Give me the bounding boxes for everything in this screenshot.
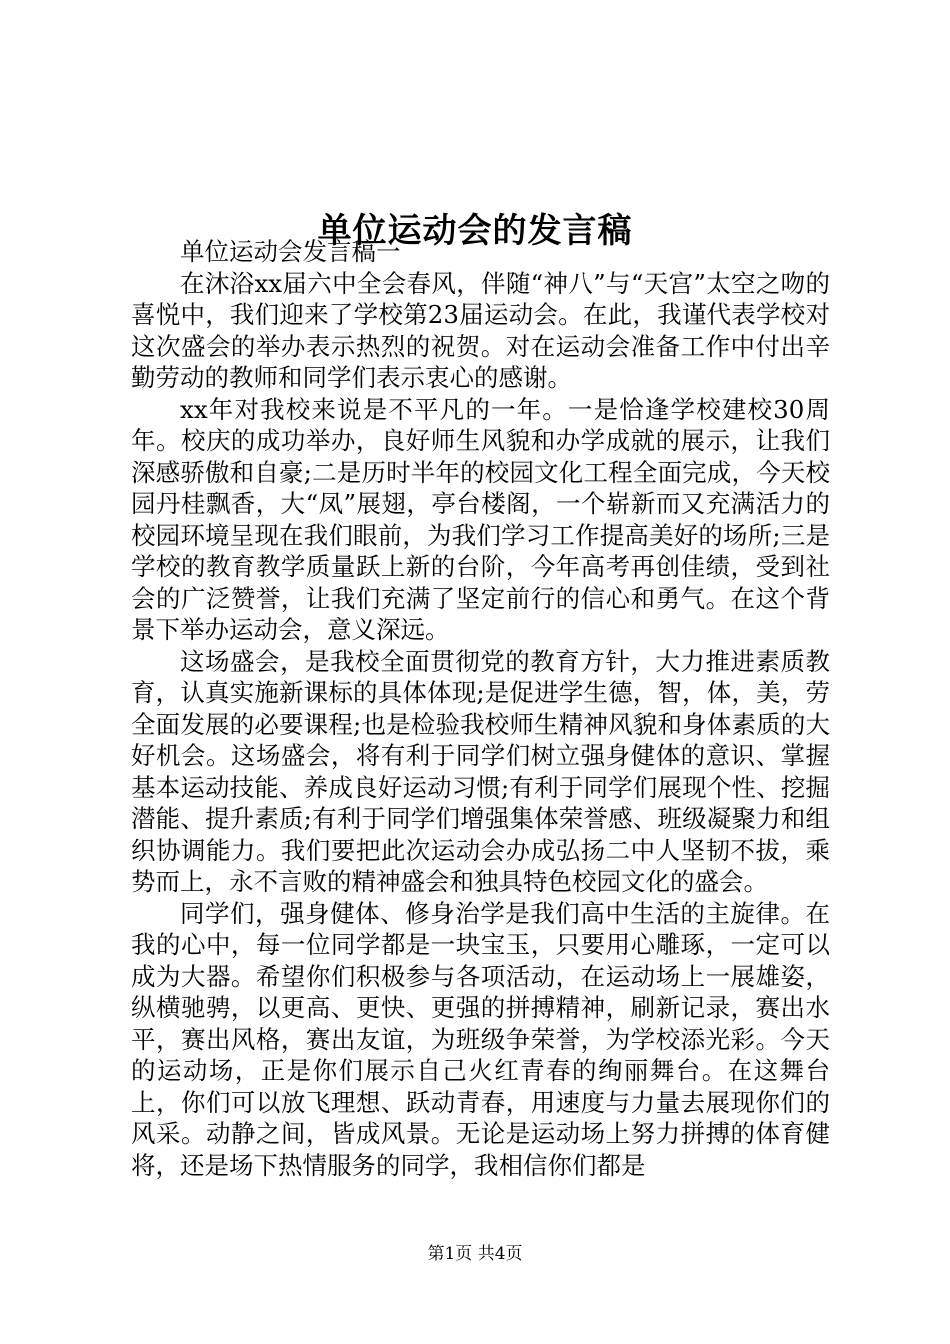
page-number-footer: 第1页 共4页 xyxy=(427,1244,523,1264)
paragraph-1: 在沐浴xx届六中全会春风，伴随“神八”与“天宫”太空之吻的喜悦中，我们迎来了学校第23届运动会。在此，我谨代表学校对这次盛会的举办表示热烈的祝贺。对在运动会准备工作中付出辛勤劳动的教师和同学们表示衷心的感谢。 xyxy=(131,268,830,392)
paragraph-4: 同学们，强身健体、修身治学是我们高中生活的主旋律。在我的心中，每一位同学都是一块宝玉，只要用心雕琢，一定可以成为大器。希望你们积极参与各项活动，在运动场上一展雄姿，纵横驰骋，以更高、更快、更强的拼搏精神，刷新记录，赛出水平，赛出风格，赛出友谊，为班级争荣誉，为学校添光彩。今天的运动场，正是你们展示自己火红青春的绚丽舞台。在这舞台上，你们可以放飞理想、跃动青春，用速度与力量去展现你们的风采。动静之间，皆成风景。无论是运动场上努力拼搏的体育健将，还是场下热情服务的同学，我相信你们都是 xyxy=(131,898,830,1180)
document-body xyxy=(131,236,830,1181)
section-heading: 单位运动会发言稿一 xyxy=(180,237,401,266)
paragraph-3: 这场盛会，是我校全面贯彻党的教育方针，大力推进素质教育，认真实施新课标的具体体现;是促进学生德，智，体，美，劳全面发展的必要课程;也是检验我校师生精神风貌和身体素质的大好机会。这场盛会，将有利于同学们树立强身健体的意识、掌握基本运动技能、养成良好运动习惯;有利于同学们展现个性、挖掘潜能、提升素质;有利于同学们增强集体荣誉感、班级凝聚力和组织协调能力。我们要把此次运动会办成弘扬二中人坚韧不拔，乘势而上，永不言败的精神盛会和独具特色校园文化的盛会。 xyxy=(131,646,830,896)
paragraph-2: xx年对我校来说是不平凡的一年。一是恰逢学校建校30周年。校庆的成功举办，良好师生风貌和办学成就的展示，让我们深感骄傲和自豪;二是历时半年的校园文化工程全面完成，今天校园丹桂飘香，大“凤”展翅，亭台楼阁，一个崭新而又充满活力的校园环境呈现在我们眼前，为我们学习工作提高美好的场所;三是学校的教育教学质量跃上新的台阶，今年高考再创佳绩，受到社会的广泛赞誉，让我们充满了坚定前行的信心和勇气。在这个背景下举办运动会，意义深远。 xyxy=(131,394,830,644)
document-title: 单位运动会的发言稿 xyxy=(317,210,633,251)
